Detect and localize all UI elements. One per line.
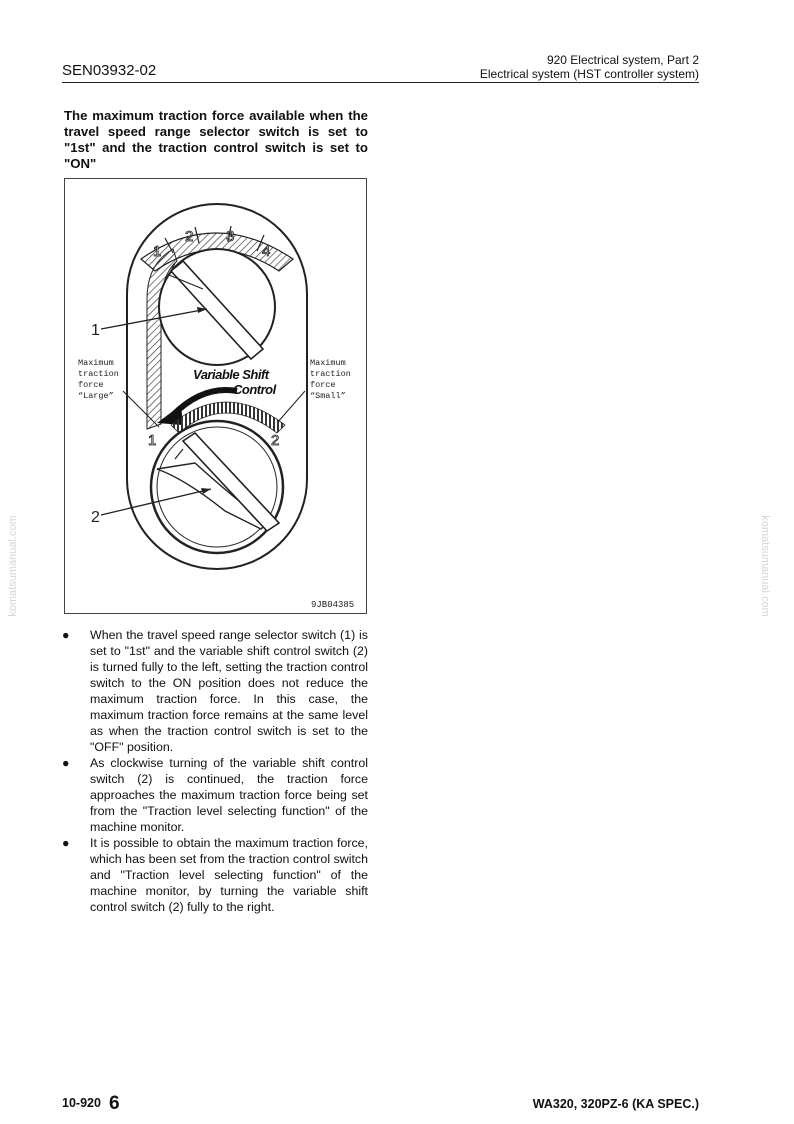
page-code: 10-920 [62, 1096, 101, 1110]
bullet-icon: ● [62, 836, 70, 850]
callout-1: 1 [91, 322, 100, 339]
right-label-line-1: Maximum [310, 358, 346, 368]
right-label-line-3: force [310, 380, 336, 390]
switch-figure [64, 178, 367, 614]
callout-2: 2 [91, 509, 100, 526]
bullet-icon: ● [62, 756, 70, 770]
section-heading [480, 53, 699, 81]
bullet-item-2 [62, 755, 368, 835]
dial-min-number: 1 [148, 432, 157, 449]
left-label-line-1: Maximum [78, 358, 114, 368]
header-rule [62, 82, 699, 83]
left-label-line-2: traction [78, 369, 119, 379]
watermark-right: komatsumanual.com [758, 515, 771, 617]
dial-title-line-1: Variable Shift [193, 367, 269, 382]
bullet-item-3 [62, 835, 368, 915]
section-line-1: 920 Electrical system, Part 2 [546, 53, 699, 67]
range-number-3: 3 [226, 228, 235, 245]
bullet-icon: ● [62, 628, 70, 642]
range-number-1: 1 [153, 243, 162, 260]
watermark-left: komatsumanual.com [6, 515, 19, 617]
right-label-line-2: traction [310, 369, 351, 379]
figure-code: 9JB04385 [311, 600, 355, 610]
page-number [62, 1093, 120, 1115]
bullet-item-1 [62, 627, 368, 755]
document-code: SEN03932-02 [62, 62, 157, 79]
left-label-line-3: force [78, 380, 104, 390]
right-label-line-4: “Small” [310, 391, 346, 401]
revision-number: 6 [108, 1093, 120, 1114]
bullet-list [62, 627, 368, 915]
bullet-text-3: It is possible to obtain the maximum traction force, which has been set from the traction control switch and "Traction level selecting function" of the machine monitor, by turning the variable shift control switch (2) fully to the right. [90, 836, 368, 914]
section-title: The maximum traction force available when the travel speed range selector switch is set to "1st" and the traction control switch is set to "ON" [64, 108, 368, 171]
dial-max-number: 2 [271, 432, 280, 449]
bullet-text-1: When the travel speed range selector switch (1) is set to "1st" and the variable shift control switch (2) is turned fully to the left, setting the traction control switch to the ON position does not reduce the maximum traction force. In this case, the maximum traction force remains at the same level as when the traction control switch is set to the "OFF" position. [90, 628, 368, 754]
range-number-4: 4 [262, 243, 271, 260]
model-name: WA320, 320PZ-6 (KA SPEC.) [532, 1097, 699, 1111]
bullet-text-2: As clockwise turning of the variable shift control switch (2) is continued, the traction force approaches the maximum traction force being set from the "Traction level selecting function" of the machine monitor. [90, 756, 368, 834]
switch-diagram [65, 179, 368, 615]
left-label-line-4: “Large” [78, 391, 114, 401]
range-number-2: 2 [185, 228, 194, 245]
section-line-2: Electrical system (HST controller system) [479, 67, 699, 81]
dial-title-line-2: Control [233, 382, 276, 397]
